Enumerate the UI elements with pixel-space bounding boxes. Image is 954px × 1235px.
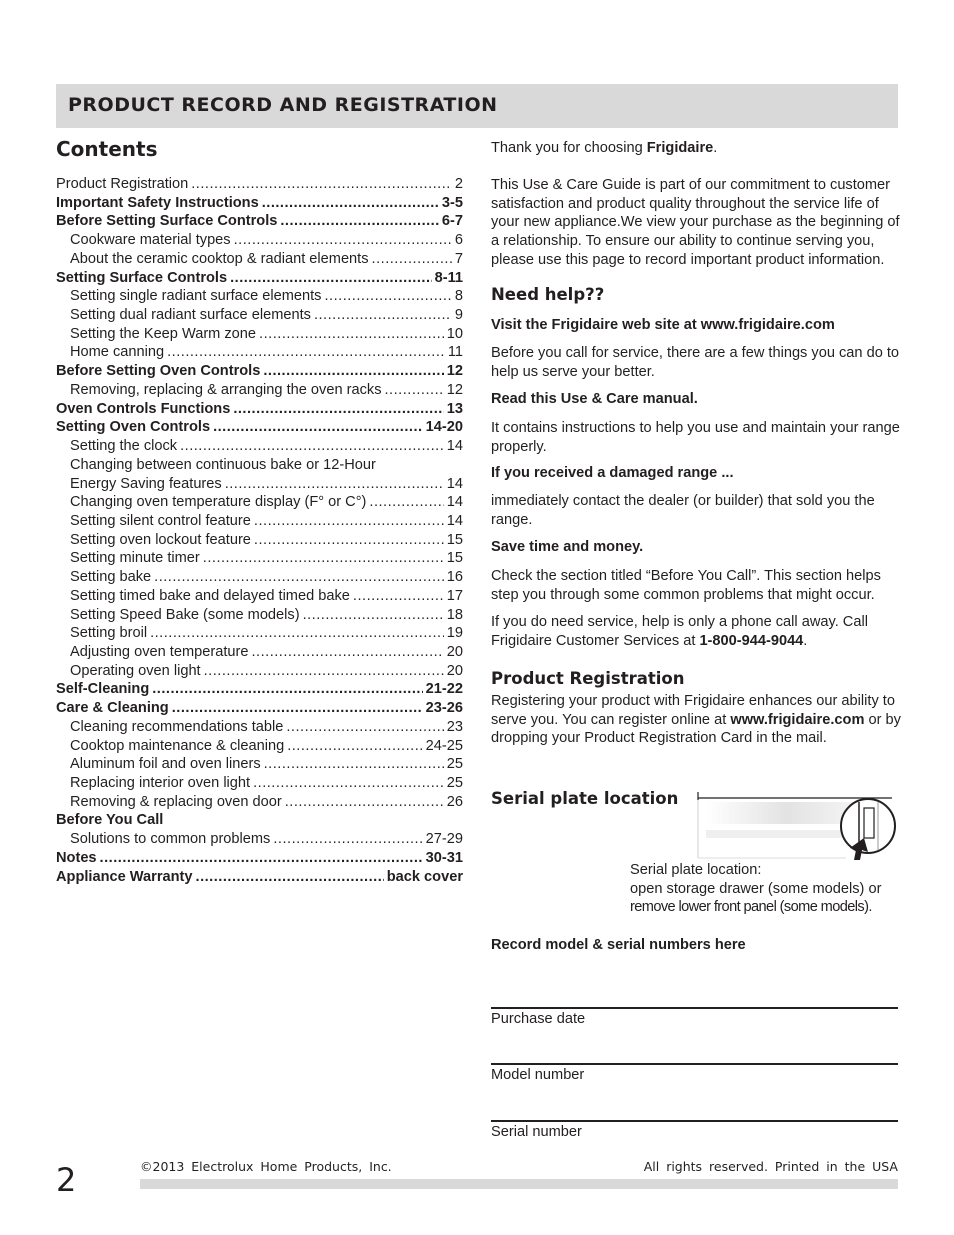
purchase-date-label: Purchase date bbox=[491, 1011, 586, 1027]
serial-plate-heading: Serial plate location bbox=[491, 789, 679, 808]
toc-entry-label: Setting bake bbox=[70, 569, 152, 586]
caption-line-1: Serial plate location: bbox=[630, 862, 762, 878]
toc-leader-dots bbox=[152, 680, 422, 699]
toc-leader-dots bbox=[285, 793, 444, 812]
serial-number-label: Serial number bbox=[491, 1124, 582, 1140]
toc-entry-page: 25 bbox=[446, 775, 463, 791]
toc-entry-page: 14 bbox=[446, 512, 463, 529]
toc-entry-label: Before Setting Oven Controls bbox=[56, 363, 261, 380]
toc-entry-page: 13 bbox=[446, 400, 463, 417]
toc-entry-page: 23 bbox=[446, 718, 463, 735]
save-time-text: Check the section titled “Before You Call”. This section helps step you through some common problems that might occur. bbox=[491, 568, 881, 603]
toc-entry[interactable] bbox=[56, 624, 463, 643]
toc-entry-label: Adjusting oven temperature bbox=[70, 643, 249, 660]
phone-number: 1-800-944-9044 bbox=[699, 632, 804, 649]
toc-leader-dots bbox=[196, 868, 384, 887]
toc-entry-page: 2 bbox=[454, 176, 463, 192]
toc-entry-label: Appliance Warranty bbox=[56, 868, 193, 885]
toc-entry[interactable] bbox=[56, 437, 463, 456]
toc-leader-dots bbox=[172, 699, 423, 718]
toc-entry[interactable] bbox=[56, 287, 463, 306]
toc-entry-label: Changing between continuous bake or 12-Hour bbox=[70, 456, 376, 473]
toc-entry[interactable] bbox=[56, 512, 463, 531]
toc-leader-dots bbox=[286, 718, 443, 737]
toc-entry[interactable] bbox=[56, 699, 463, 718]
toc-entry[interactable] bbox=[56, 212, 463, 231]
toc-entry[interactable] bbox=[56, 774, 463, 793]
toc-entry-label: Setting silent control feature bbox=[70, 512, 251, 529]
toc-entry-label: Setting Speed Bake (some models) bbox=[70, 606, 300, 623]
product-registration-text bbox=[491, 692, 901, 748]
model-number-label: Model number bbox=[491, 1067, 585, 1083]
toc-leader-dots bbox=[154, 568, 444, 587]
toc-entry-page: 30-31 bbox=[425, 849, 463, 866]
toc-entry-page: back cover bbox=[386, 868, 463, 885]
toc-leader-dots bbox=[287, 737, 422, 756]
toc-entry-page: 6 bbox=[454, 232, 463, 249]
toc-leader-dots bbox=[314, 306, 452, 325]
toc-entry[interactable] bbox=[56, 755, 463, 774]
toc-entry[interactable] bbox=[56, 568, 463, 587]
toc-entry[interactable] bbox=[56, 250, 463, 269]
record-numbers-heading: Record model & serial numbers here bbox=[491, 937, 746, 953]
toc-entry[interactable] bbox=[56, 643, 463, 662]
toc-leader-dots bbox=[303, 606, 444, 625]
toc-entry[interactable] bbox=[56, 231, 463, 250]
toc-entry-page: 15 bbox=[446, 550, 463, 567]
before-call-text: Before you call for service, there are a few things you can do to help us serve your better. bbox=[491, 345, 900, 380]
toc-entry-page: 14-20 bbox=[425, 419, 463, 436]
toc-entry[interactable] bbox=[56, 849, 463, 868]
table-of-contents bbox=[56, 175, 463, 886]
toc-entry-label: Solutions to common problems bbox=[70, 831, 271, 848]
visit-website-line: Visit the Frigidaire web site at www.frigidaire.com bbox=[491, 317, 835, 333]
toc-leader-dots bbox=[233, 400, 443, 419]
phone-suffix: . bbox=[803, 632, 808, 649]
toc-entry-label: Setting dual radiant surface elements bbox=[70, 307, 311, 324]
storage-drawer-illustration bbox=[696, 788, 896, 860]
thanks-brand: Frigidaire bbox=[646, 140, 714, 156]
toc-leader-dots bbox=[264, 755, 444, 774]
read-manual-text: It contains instructions to help you use and maintain your range properly. bbox=[491, 420, 900, 455]
toc-entry-page: 8 bbox=[454, 288, 463, 305]
toc-entry-label: Notes bbox=[56, 849, 97, 866]
toc-entry[interactable] bbox=[56, 418, 463, 437]
toc-entry-label: Removing, replacing & arranging the oven racks bbox=[70, 381, 382, 398]
toc-entry[interactable] bbox=[56, 587, 463, 606]
contents-title: Contents bbox=[56, 137, 158, 161]
toc-entry-label: Changing oven temperature display (F° or C°) bbox=[70, 494, 367, 511]
toc-entry-label: Removing & replacing oven door bbox=[70, 793, 282, 810]
toc-entry-label: Setting single radiant surface elements bbox=[70, 288, 322, 305]
toc-entry-page: 9 bbox=[454, 307, 463, 324]
need-help-heading: Need help?? bbox=[491, 285, 605, 304]
toc-entry[interactable] bbox=[56, 362, 463, 381]
toc-entry[interactable] bbox=[56, 680, 463, 699]
toc-entry[interactable] bbox=[56, 325, 463, 344]
toc-entry-label: Aluminum foil and oven liners bbox=[70, 756, 261, 773]
toc-leader-dots bbox=[251, 643, 443, 662]
toc-entry-label: Self-Cleaning bbox=[56, 681, 150, 698]
toc-entry[interactable] bbox=[56, 793, 463, 812]
product-registration-heading: Product Registration bbox=[491, 669, 685, 688]
toc-entry[interactable] bbox=[56, 606, 463, 625]
toc-entry[interactable] bbox=[56, 194, 463, 213]
toc-entry[interactable] bbox=[56, 343, 463, 362]
registration-suffix: or by dropping your Product Registration Card in the mail. bbox=[491, 711, 901, 747]
toc-entry-page: 20 bbox=[446, 643, 463, 660]
toc-entry[interactable] bbox=[56, 830, 463, 849]
toc-entry[interactable] bbox=[56, 531, 463, 550]
toc-entry[interactable] bbox=[56, 549, 463, 568]
toc-entry-label: Operating oven light bbox=[70, 662, 201, 679]
toc-entry[interactable] bbox=[56, 868, 463, 887]
toc-leader-dots bbox=[273, 830, 422, 849]
serial-number-line[interactable] bbox=[491, 1120, 898, 1122]
damaged-range-text: immediately contact the dealer (or builder) that sold you the range. bbox=[491, 493, 875, 528]
toc-entry-page: 26 bbox=[446, 793, 463, 810]
toc-entry-page: 12 bbox=[446, 363, 463, 380]
thanks-suffix: . bbox=[713, 140, 718, 156]
thanks-line bbox=[491, 139, 901, 158]
toc-entry-label: Before You Call bbox=[56, 812, 164, 829]
toc-entry-label: Setting Oven Controls bbox=[56, 419, 211, 436]
toc-leader-dots bbox=[253, 774, 444, 793]
toc-leader-dots bbox=[254, 512, 444, 531]
toc-entry-page: 14 bbox=[446, 494, 463, 511]
toc-entry[interactable] bbox=[56, 269, 463, 288]
registration-url: www.frigidaire.com bbox=[730, 711, 865, 728]
toc-entry-page: 7 bbox=[454, 250, 463, 267]
read-manual-heading: Read this Use & Care manual. bbox=[491, 391, 698, 407]
toc-entry[interactable] bbox=[56, 175, 463, 194]
toc-leader-dots bbox=[353, 587, 444, 606]
section-header-bar bbox=[56, 84, 898, 128]
toc-entry-page: 21-22 bbox=[425, 681, 463, 698]
toc-leader-dots bbox=[262, 194, 439, 213]
toc-entry[interactable] bbox=[56, 475, 463, 494]
toc-leader-dots bbox=[369, 493, 443, 512]
toc-entry-page: 6-7 bbox=[441, 213, 463, 230]
toc-entry-page: 25 bbox=[446, 756, 463, 773]
toc-entry-page: 15 bbox=[446, 531, 463, 548]
toc-entry-label: Home canning bbox=[70, 344, 165, 361]
toc-entry-label: Setting timed bake and delayed timed bake bbox=[70, 587, 350, 604]
toc-leader-dots bbox=[230, 269, 432, 288]
toc-leader-dots bbox=[280, 212, 439, 231]
purchase-date-line[interactable] bbox=[491, 1007, 898, 1009]
toc-entry[interactable] bbox=[56, 400, 463, 419]
toc-entry-page: 3-5 bbox=[441, 194, 463, 211]
toc-entry-page: 17 bbox=[446, 587, 463, 604]
footer-bar bbox=[140, 1179, 898, 1189]
save-time-heading: Save time and money. bbox=[491, 539, 644, 555]
toc-leader-dots bbox=[254, 531, 444, 550]
toc-entry[interactable] bbox=[56, 381, 463, 400]
toc-entry[interactable] bbox=[56, 456, 463, 475]
thanks-prefix: Thank you for choosing bbox=[491, 140, 647, 156]
toc-leader-dots bbox=[204, 662, 444, 681]
damaged-range-heading: If you received a damaged range ... bbox=[491, 465, 734, 481]
toc-entry-page: 12 bbox=[446, 381, 463, 398]
toc-entry-page: 20 bbox=[446, 662, 463, 679]
toc-entry-label: Cooktop maintenance & cleaning bbox=[70, 737, 285, 754]
copyright: ©2013 Electrolux Home Products, Inc. bbox=[140, 1159, 392, 1174]
toc-leader-dots bbox=[372, 250, 452, 269]
model-number-line[interactable] bbox=[491, 1063, 898, 1065]
toc-entry-page: 27-29 bbox=[425, 831, 463, 848]
toc-entry-page: 23-26 bbox=[425, 700, 463, 717]
toc-entry-label: Setting the clock bbox=[70, 438, 178, 455]
toc-leader-dots bbox=[324, 287, 451, 306]
phone-prefix: If you do need service, help is only a phone call away. Call Frigidaire Customer Services at bbox=[491, 614, 868, 649]
toc-entry-page: 14 bbox=[446, 475, 463, 492]
toc-entry-label: Setting oven lockout feature bbox=[70, 531, 251, 548]
serial-plate-caption bbox=[630, 861, 905, 917]
toc-entry-page: 18 bbox=[446, 606, 463, 623]
toc-leader-dots bbox=[191, 175, 452, 194]
toc-entry-label: Setting Surface Controls bbox=[56, 269, 228, 286]
toc-entry-page: 11 bbox=[447, 344, 463, 361]
toc-entry-page: 14 bbox=[446, 438, 463, 455]
intro-paragraph: This Use & Care Guide is part of our commitment to customer satisfaction and product quality throughout the service life of your new appliance.We view your purchase as the beginning of a relationship. To ensure our ability to continue serving you, please use this page to record important product information. bbox=[491, 177, 900, 268]
toc-entry-page: 10 bbox=[446, 325, 463, 342]
toc-entry-label: Setting broil bbox=[70, 625, 148, 642]
toc-leader-dots bbox=[100, 849, 423, 868]
toc-entry-label: About the ceramic cooktop & radiant elements bbox=[70, 250, 369, 267]
toc-entry-label: Cleaning recommendations table bbox=[70, 718, 284, 735]
toc-leader-dots bbox=[225, 475, 444, 494]
phone-text bbox=[491, 613, 901, 650]
toc-leader-dots bbox=[263, 362, 443, 381]
toc-entry-label: Before Setting Surface Controls bbox=[56, 213, 278, 230]
caption-line-3: remove lower front panel (some models). bbox=[630, 899, 872, 916]
toc-entry[interactable] bbox=[56, 737, 463, 756]
toc-leader-dots bbox=[213, 418, 423, 437]
toc-leader-dots bbox=[234, 231, 452, 250]
toc-entry-label: Replacing interior oven light bbox=[70, 775, 251, 791]
toc-entry-label: Oven Controls Functions bbox=[56, 400, 231, 417]
toc-entry-label: Product Registration bbox=[56, 176, 189, 192]
registration-prefix: Registering your product with Frigidaire enhances our ability to serve you. You can register online at bbox=[491, 693, 895, 728]
section-title: PRODUCT RECORD AND REGISTRATION bbox=[68, 94, 498, 116]
toc-entry[interactable] bbox=[56, 662, 463, 681]
caption-line-2: open storage drawer (some models) or bbox=[630, 880, 882, 897]
toc-entry-page: 16 bbox=[446, 569, 463, 586]
toc-entry-label: Important Safety Instructions bbox=[56, 194, 259, 211]
toc-entry[interactable] bbox=[56, 718, 463, 737]
toc-entry-page: 24-25 bbox=[425, 737, 463, 754]
toc-entry-page: 19 bbox=[446, 625, 463, 642]
toc-entry[interactable] bbox=[56, 493, 463, 512]
toc-entry-page: 8-11 bbox=[434, 269, 463, 286]
toc-entry-label: Cookware material types bbox=[70, 232, 231, 249]
page-number: 2 bbox=[56, 1161, 77, 1199]
toc-entry-label: Energy Saving features bbox=[70, 475, 222, 492]
toc-entry-label: Setting minute timer bbox=[70, 550, 200, 567]
toc-leader-dots bbox=[385, 381, 444, 400]
toc-entry-label: Setting the Keep Warm zone bbox=[70, 325, 257, 342]
toc-entry-label: Care & Cleaning bbox=[56, 700, 169, 717]
toc-leader-dots bbox=[259, 325, 444, 344]
toc-entry[interactable] bbox=[56, 811, 463, 830]
toc-entry[interactable] bbox=[56, 306, 463, 325]
toc-leader-dots bbox=[167, 343, 445, 362]
toc-leader-dots bbox=[203, 549, 444, 568]
toc-leader-dots bbox=[180, 437, 444, 456]
toc-leader-dots bbox=[150, 624, 444, 643]
rights-reserved: All rights reserved. Printed in the USA bbox=[643, 1159, 898, 1174]
